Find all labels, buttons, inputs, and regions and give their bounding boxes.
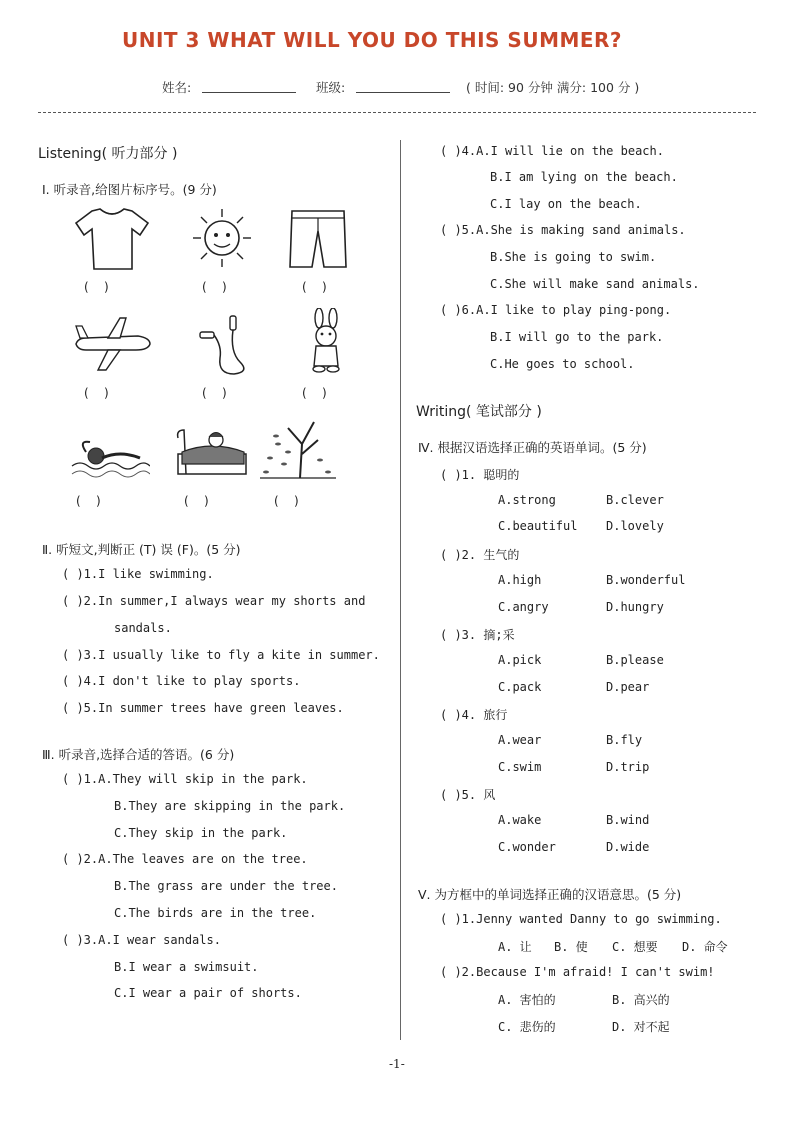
vocab-option: D.hungry <box>606 600 664 614</box>
listening-heading: Listening( 听力部分 ) <box>38 146 178 162</box>
tf-item-2-cont: sandals. <box>114 621 172 635</box>
answer-bracket[interactable]: ( ) <box>184 494 209 508</box>
section-4-heading: Ⅳ. 根据汉语选择正确的英语单词。(5 分) <box>418 440 647 455</box>
meaning-option: B. 使 <box>554 940 588 954</box>
class-blank[interactable] <box>356 92 450 93</box>
vocab-option: D.lovely <box>606 519 664 533</box>
mc-question-1[interactable]: ( )1.A.They will skip in the park. <box>62 772 308 786</box>
answer-bracket[interactable]: ( ) <box>84 386 109 400</box>
vocab-option: C.pack <box>498 680 542 694</box>
answer-bracket[interactable]: ( ) <box>76 494 101 508</box>
vocab-question-3[interactable]: ( )3. 摘;采 <box>440 628 515 642</box>
answer-bracket[interactable]: ( ) <box>202 280 227 294</box>
meaning-option: A. 害怕的 <box>498 993 556 1007</box>
vocab-option: A.wear <box>498 733 542 747</box>
vocab-option: B.wind <box>606 813 650 827</box>
answer-bracket[interactable]: ( ) <box>302 280 327 294</box>
meaning-option: A. 让 <box>498 940 532 954</box>
tf-item-2[interactable]: ( )2.In summer,I always wear my shorts and <box>62 594 366 608</box>
vocab-question-2[interactable]: ( )2. 生气的 <box>440 548 520 562</box>
meaning-option: B. 高兴的 <box>612 993 670 1007</box>
mc-option: C.The birds are in the tree. <box>114 906 317 920</box>
vocab-option: B.clever <box>606 493 664 507</box>
t-shirt-picture <box>72 205 152 271</box>
answer-bracket[interactable]: ( ) <box>202 386 227 400</box>
sun-picture <box>182 205 262 271</box>
mc-question-5[interactable]: ( )5.A.She is making sand animals. <box>440 223 686 237</box>
vocab-option: B.wonderful <box>606 573 686 587</box>
vocab-question-4[interactable]: ( )4. 旅行 <box>440 708 508 722</box>
page-number: -1- <box>389 1057 405 1071</box>
section-5-heading: Ⅴ. 为方框中的单词选择正确的汉语意思。(5 分) <box>418 887 682 902</box>
mc-option: C.She will make sand animals. <box>490 277 700 291</box>
vocab-option: C.beautiful <box>498 519 578 533</box>
vocab-option: C.swim <box>498 760 542 774</box>
meaning-option: C. 悲伤的 <box>498 1020 556 1034</box>
vocab-option: C.wonder <box>498 840 556 854</box>
column-divider <box>400 140 401 1040</box>
writing-heading: Writing( 笔试部分 ) <box>416 404 542 420</box>
exam-meta: ( 时间: 90 分钟 满分: 100 分 ) <box>466 80 640 95</box>
mc-option: B.I wear a swimsuit. <box>114 960 259 974</box>
vocab-option: A.wake <box>498 813 542 827</box>
mc-option: B.I will go to the park. <box>490 330 664 344</box>
mc-option: B.They are skipping in the park. <box>114 799 346 813</box>
jump-rope-picture <box>190 312 270 378</box>
vocab-option: B.please <box>606 653 664 667</box>
meaning-option: C. 想要 <box>612 940 658 954</box>
meaning-option: D. 命令 <box>682 940 728 954</box>
tf-item-1[interactable]: ( )1.I like swimming. <box>62 567 214 581</box>
worksheet-title: UNIT 3 WHAT WILL YOU DO THIS SUMMER? <box>122 28 623 52</box>
vocab-option: A.high <box>498 573 542 587</box>
mc-option: B.I am lying on the beach. <box>490 170 678 184</box>
tf-item-4[interactable]: ( )4.I don't like to play sports. <box>62 674 301 688</box>
answer-bracket[interactable]: ( ) <box>274 494 299 508</box>
vocab-option: A.pick <box>498 653 542 667</box>
vocab-option: D.pear <box>606 680 650 694</box>
class-label: 班级: <box>316 80 346 95</box>
section-1-heading: Ⅰ. 听录音,给图片标序号。(9 分) <box>42 182 217 197</box>
meaning-question-2[interactable]: ( )2.Because I'm afraid! I can't swim! <box>440 965 715 979</box>
swimming-picture <box>70 420 150 486</box>
mc-option: C.He goes to school. <box>490 357 635 371</box>
name-blank[interactable] <box>202 92 296 93</box>
section-2-heading: Ⅱ. 听短文,判断正 (T) 误 (F)。(5 分) <box>42 542 241 557</box>
mc-question-4[interactable]: ( )4.A.I will lie on the beach. <box>440 144 664 158</box>
vocab-question-5[interactable]: ( )5. 风 <box>440 788 496 802</box>
meaning-option: D. 对不起 <box>612 1020 670 1034</box>
vocab-option: D.wide <box>606 840 650 854</box>
mc-option: C.I lay on the beach. <box>490 197 642 211</box>
name-label: 姓名: <box>162 80 192 95</box>
plane-picture <box>72 312 152 378</box>
header-divider <box>38 112 756 113</box>
mc-question-6[interactable]: ( )6.A.I like to play ping-pong. <box>440 303 672 317</box>
tree-leaves-picture <box>258 414 338 480</box>
answer-bracket[interactable]: ( ) <box>302 386 327 400</box>
mc-option: B.She is going to swim. <box>490 250 657 264</box>
mc-option: B.The grass are under the tree. <box>114 879 338 893</box>
mc-question-2[interactable]: ( )2.A.The leaves are on the tree. <box>62 852 308 866</box>
tf-item-5[interactable]: ( )5.In summer trees have green leaves. <box>62 701 344 715</box>
vocab-option: B.fly <box>606 733 643 747</box>
vocab-option: C.angry <box>498 600 549 614</box>
vocab-question-1[interactable]: ( )1. 聪明的 <box>440 468 520 482</box>
mc-option: C.They skip in the park. <box>114 826 288 840</box>
rabbit-picture <box>286 308 366 374</box>
vocab-option: A.strong <box>498 493 556 507</box>
sleeping-picture <box>172 418 252 484</box>
shorts-picture <box>278 205 358 271</box>
meaning-question-1[interactable]: ( )1.Jenny wanted Danny to go swimming. <box>440 912 722 926</box>
mc-option: C.I wear a pair of shorts. <box>114 986 302 1000</box>
vocab-option: D.trip <box>606 760 650 774</box>
section-3-heading: Ⅲ. 听录音,选择合适的答语。(6 分) <box>42 747 235 762</box>
mc-question-3[interactable]: ( )3.A.I wear sandals. <box>62 933 221 947</box>
answer-bracket[interactable]: ( ) <box>84 280 109 294</box>
tf-item-3[interactable]: ( )3.I usually like to fly a kite in summer. <box>62 648 380 662</box>
